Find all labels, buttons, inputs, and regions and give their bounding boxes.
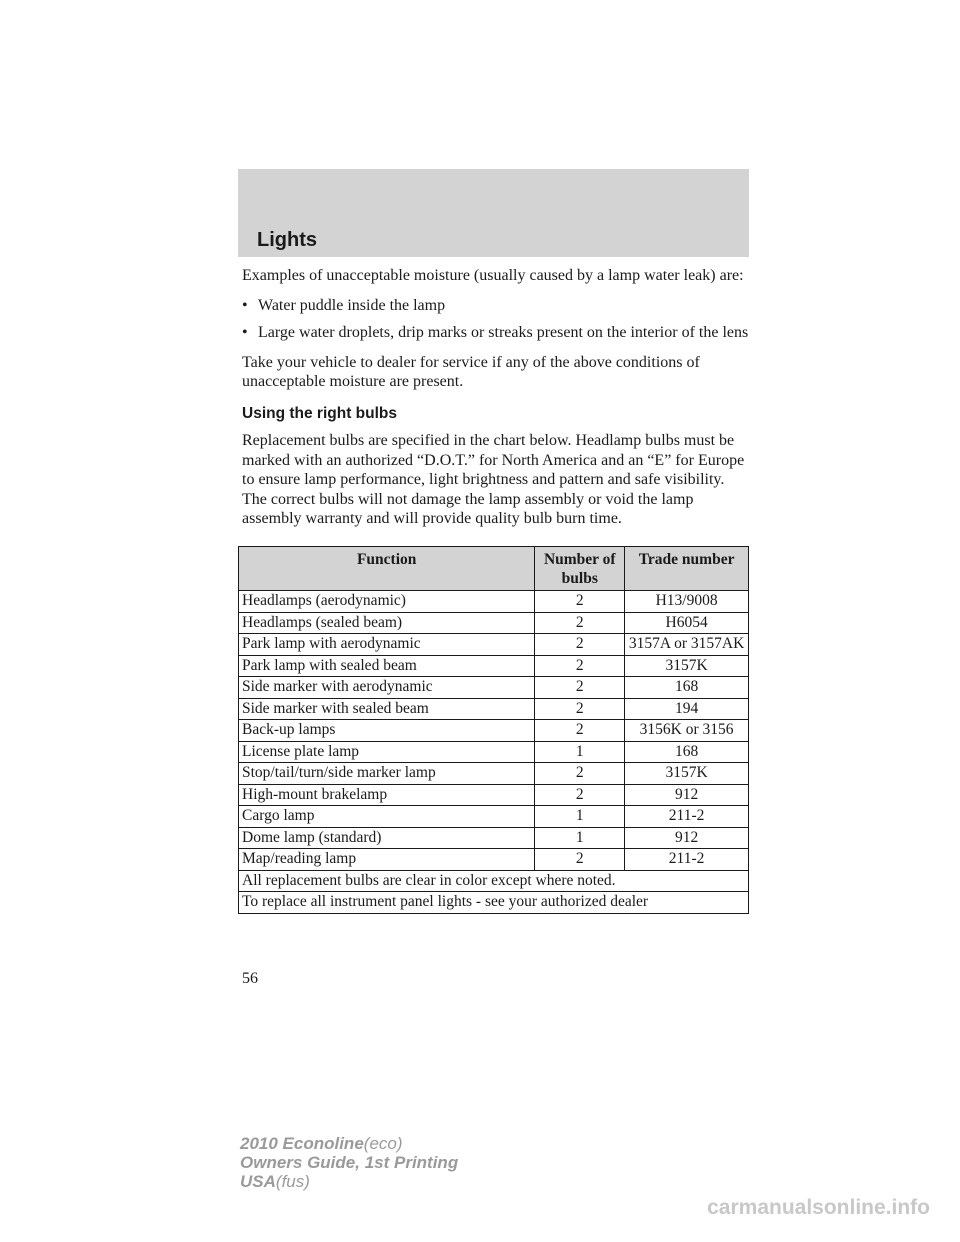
table-cell-function: Back-up lamps [239, 720, 535, 742]
table-cell-trade: 168 [625, 741, 749, 763]
table-cell-function: Park lamp with aerodynamic [239, 634, 535, 656]
table-row [239, 698, 749, 720]
table-row [239, 634, 749, 656]
table-cell-trade: H6054 [625, 612, 749, 634]
list-item-text: Large water droplets, drip marks or streaks present on the interior of the lens [258, 324, 749, 341]
table-cell-trade: 168 [625, 677, 749, 699]
table-cell-function: Cargo lamp [239, 806, 535, 828]
body-text [242, 266, 750, 539]
list-item-text: Water puddle inside the lamp [258, 296, 446, 314]
footer-model-code: (eco) [363, 1134, 403, 1153]
table-cell-number: 1 [535, 806, 625, 828]
table-cell-number: 2 [535, 612, 625, 634]
table-cell-number: 2 [535, 677, 625, 699]
section-heading: Using the right bulbs [242, 404, 397, 422]
table-cell-function: License plate lamp [239, 741, 535, 763]
column-header-function: Function [239, 547, 535, 591]
bullet-icon: • [242, 296, 248, 314]
footer-model: 2010 Econoline [240, 1134, 364, 1153]
table-cell-trade: 211-2 [625, 849, 749, 871]
table-cell-function: Side marker with aerodynamic [239, 677, 535, 699]
print-footer [240, 1134, 458, 1191]
table-row [239, 720, 749, 742]
table-cell-trade: 912 [625, 827, 749, 849]
footer-edition: Owners Guide, 1st Printing [240, 1153, 459, 1172]
bullet-icon: • [242, 324, 248, 341]
table-row [239, 655, 749, 677]
table-cell-trade: 211-2 [625, 806, 749, 828]
table-cell-trade: 194 [625, 698, 749, 720]
list-item [242, 323, 750, 343]
column-header-trade: Trade number [625, 547, 749, 591]
table-row [239, 741, 749, 763]
table-row [239, 677, 749, 699]
section-header-band [238, 169, 749, 257]
table-row [239, 806, 749, 828]
table-cell-number: 2 [535, 784, 625, 806]
table-cell-function: Headlamps (sealed beam) [239, 612, 535, 634]
footer-market-code: (fus) [275, 1172, 310, 1191]
table-row [239, 763, 749, 785]
table-cell-trade: 912 [625, 784, 749, 806]
table-row [239, 612, 749, 634]
table-row [239, 784, 749, 806]
table-cell-number: 2 [535, 698, 625, 720]
table-cell-number: 2 [535, 634, 625, 656]
table-note-row [239, 892, 749, 914]
table-cell-trade: 3157K [625, 655, 749, 677]
table-cell-number: 2 [535, 849, 625, 871]
table-cell-function: Stop/tail/turn/side marker lamp [239, 763, 535, 785]
watermark: carmanualsonline.info [707, 1196, 930, 1219]
section-title: Lights [257, 229, 317, 251]
table-note: All replacement bulbs are clear in color except where noted. [239, 870, 749, 892]
table-row [239, 849, 749, 871]
table-body [239, 591, 749, 914]
moisture-examples-list [242, 296, 750, 343]
table-cell-function: High-mount brakelamp [239, 784, 535, 806]
table-cell-function: Headlamps (aerodynamic) [239, 591, 535, 613]
table-cell-trade: 3157K [625, 763, 749, 785]
intro-paragraph: Examples of unacceptable moisture (usually caused by a lamp water leak) are: [242, 267, 744, 284]
table-note: To replace all instrument panel lights - see your authorized dealer [239, 892, 749, 914]
table-header-row [239, 547, 749, 591]
table-cell-number: 2 [535, 591, 625, 613]
table-cell-number: 2 [535, 720, 625, 742]
column-header-number: Number of bulbs [535, 547, 625, 591]
table-note-row [239, 870, 749, 892]
table-cell-trade: H13/9008 [625, 591, 749, 613]
footer-market: USA [240, 1172, 276, 1191]
table-cell-function: Dome lamp (standard) [239, 827, 535, 849]
table-cell-function: Map/reading lamp [239, 849, 535, 871]
service-paragraph: Take your vehicle to dealer for service if any of the above conditions of unacceptable moisture are present. [242, 353, 700, 390]
table-cell-number: 1 [535, 827, 625, 849]
table-cell-number: 1 [535, 741, 625, 763]
table-cell-number: 2 [535, 763, 625, 785]
table-cell-trade: 3157A or 3157AK [625, 634, 749, 656]
bulbs-paragraph: Replacement bulbs are specified in the chart below. Headlamp bulbs must be marked with an authorized “D.O.T.” for North America and an “E” for Europe to ensure lamp performance, light brightness and pattern and safe visibility. The correct bulbs will not damage the lamp assembly or void the lamp assembly warranty and will provide quality bulb burn time. [242, 432, 745, 527]
table-row [239, 591, 749, 613]
table-cell-trade: 3156K or 3156 [625, 720, 749, 742]
table-row [239, 827, 749, 849]
table-cell-number: 2 [535, 655, 625, 677]
table-cell-function: Side marker with sealed beam [239, 698, 535, 720]
bulb-table [238, 546, 749, 914]
table-cell-function: Park lamp with sealed beam [239, 655, 535, 677]
list-item [242, 296, 750, 316]
page-number: 56 [242, 970, 258, 987]
